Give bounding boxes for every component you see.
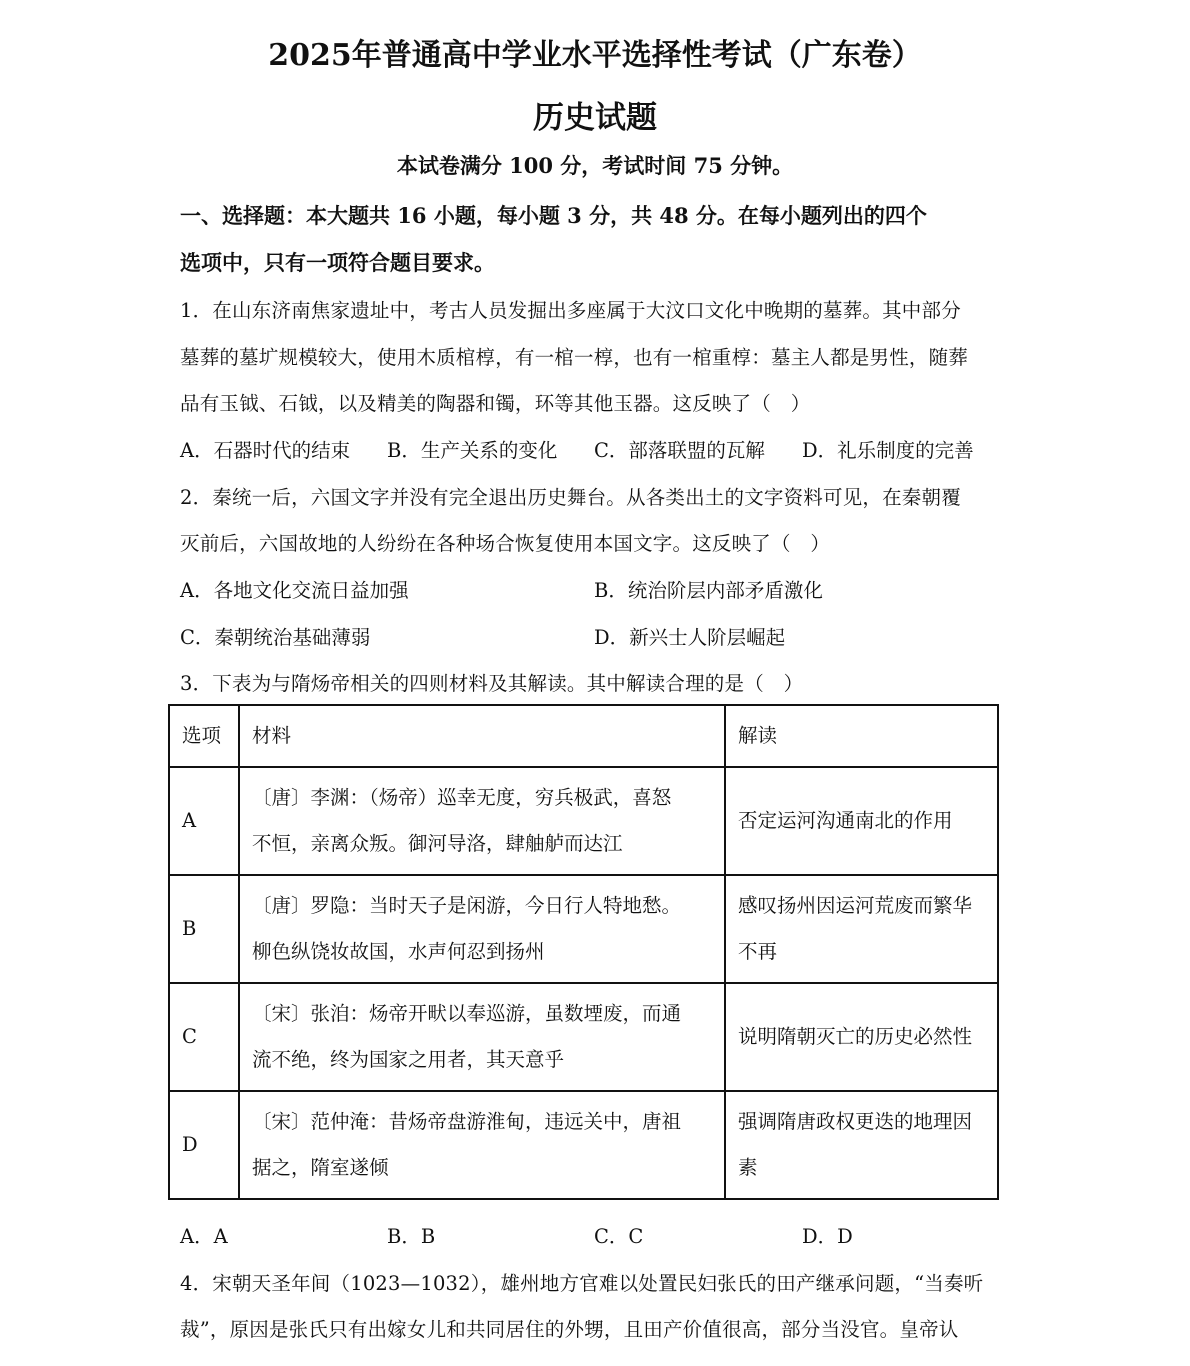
row-option: A [169,767,239,875]
q1-stem-line-1: 1．在山东济南焦家遗址中，考古人员发掘出多座属于大汶口文化中晚期的墓葬。其中部分 [180,299,961,322]
reading-line: 素 [738,1156,758,1179]
header-reading: 解读 [725,705,998,767]
q3-option-d[interactable]: D．D [802,1225,853,1248]
section-heading-line-2: 选项中，只有一项符合题目要求。 [180,250,495,275]
q3-option-b[interactable]: B．B [387,1225,436,1248]
reading-line: 否定运河沟通南北的作用 [738,809,953,832]
q3-option-a[interactable]: A．A [180,1225,228,1248]
q2-option-c[interactable]: C．秦朝统治基础薄弱 [180,626,371,649]
header-material: 材料 [239,705,725,767]
q1-option-d[interactable]: D．礼乐制度的完善 [802,439,974,462]
material-line: 柳色纵饶妆故国，水声何忍到扬州 [252,940,545,963]
material-line: 不恒，亲离众叛。御河导洛，肆舳舻而达江 [252,832,623,855]
q3-option-c[interactable]: C．C [594,1225,644,1248]
row-option: D [169,1091,239,1199]
q1-stem-line-3: 品有玉钺、石钺，以及精美的陶器和镯，环等其他玉器。这反映了（ ） [180,392,811,415]
row-material [239,875,725,983]
q1-option-c[interactable]: C．部落联盟的瓦解 [594,439,765,462]
subject-title: 历史试题 [533,100,657,136]
exam-title: 2025年普通高中学业水平选择性考试（广东卷） [268,38,922,73]
row-option: C [169,983,239,1091]
q1-stem-line-2: 墓葬的墓圹规模较大，使用木质棺椁，有一棺一椁，也有一棺重椁：墓主人都是男性，随葬 [180,346,969,369]
reading-line: 说明隋朝灭亡的历史必然性 [738,1025,973,1048]
reading-line: 强调隋唐政权更迭的地理因 [738,1110,973,1133]
exam-note: 本试卷满分 100 分，考试时间 75 分钟。 [396,153,794,178]
q4-stem-line-1: 4．宋朝天圣年间（1023—1032），雄州地方官难以处置民妇张氏的田产继承问题，“当奏听 [180,1272,984,1295]
section-heading-line-1: 一、选择题：本大题共 16 小题，每小题 3 分，共 48 分。在每小题列出的四个 [180,203,927,228]
header-option: 选项 [169,705,239,767]
material-line: 〔宋〕张洎：炀帝开畎以奉巡游，虽数堙废，而通 [252,1002,682,1025]
table-row [169,983,998,1091]
table-header-row [169,705,998,767]
q2-option-a[interactable]: A．各地文化交流日益加强 [180,579,409,602]
row-material [239,983,725,1091]
reading-line: 不再 [738,940,778,963]
row-reading [725,983,998,1091]
table-row [169,767,998,875]
material-line: 〔唐〕李渊：（炀帝）巡幸无度，穷兵极武，喜怒 [252,786,672,809]
q2-option-d[interactable]: D．新兴士人阶层崛起 [594,626,786,649]
q2-option-b[interactable]: B．统治阶层内部矛盾激化 [594,579,823,602]
material-line: 流不绝，终为国家之用者，其天意乎 [252,1048,565,1071]
q2-stem-line-1: 2．秦统一后，六国文字并没有完全退出历史舞台。从各类出土的文字资料可见，在秦朝覆 [180,486,961,509]
material-line: 〔唐〕罗隐：当时天子是闲游，今日行人特地愁。 [252,894,682,917]
table-row [169,1091,998,1199]
q1-option-b[interactable]: B．生产关系的变化 [387,439,558,462]
reading-line: 感叹扬州因运河荒废而繁华 [738,894,973,917]
q3-material-table [168,704,999,1200]
q2-stem-line-2: 灭前后，六国故地的人纷纷在各种场合恢复使用本国文字。这反映了（ ） [180,532,831,555]
row-option: B [169,875,239,983]
q1-option-a[interactable]: A．石器时代的结束 [180,439,351,462]
material-line: 〔宋〕范仲淹：昔炀帝盘游淮甸，违远关中，唐祖 [252,1110,682,1133]
row-reading [725,875,998,983]
q3-stem: 3．下表为与隋炀帝相关的四则材料及其解读。其中解读合理的是（ ） [180,672,804,695]
row-reading [725,767,998,875]
row-material [239,767,725,875]
row-reading [725,1091,998,1199]
q4-stem-line-2: 裁”，原因是张氏只有出嫁女儿和共同居住的外甥，且田产价值很高，部分当没官。皇帝认 [180,1318,959,1341]
row-material [239,1091,725,1199]
table-row [169,875,998,983]
material-line: 据之，隋室遂倾 [252,1156,389,1179]
